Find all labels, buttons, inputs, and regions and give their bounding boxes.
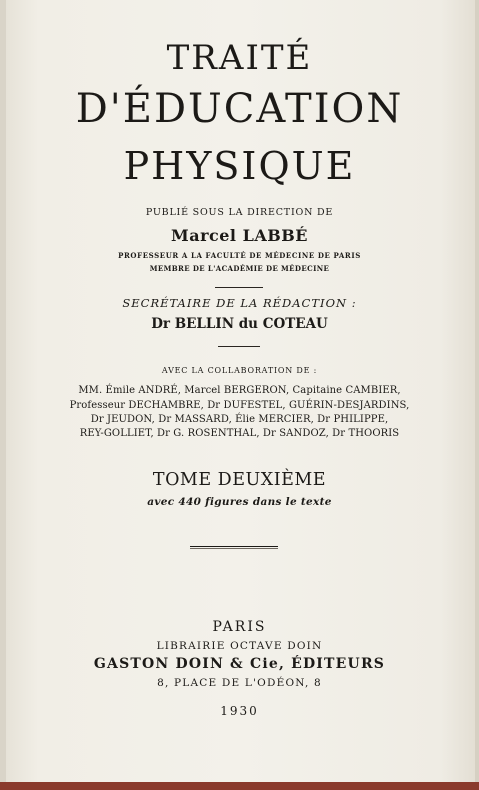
publisher-address: 8, PLACE DE L'ODÉON, 8 [157, 677, 322, 689]
director-professorship: PROFESSEUR A LA FACULTÉ DE MÉDECINE DE PARIS [118, 251, 361, 260]
divider-rule [215, 287, 263, 288]
ornamental-rule-thin [190, 548, 278, 549]
director-membership: MEMBRE DE L'ACADÉMIE DE MÉDECINE [149, 264, 330, 273]
publication-year: 1930 [220, 704, 259, 718]
secretary-label: SECRÉTAIRE DE LA RÉDACTION : [122, 296, 357, 310]
collaborator-line: Professeur DECHAMBRE, Dr DUFESTEL, GUÉRIN-DESJARDINS, [69, 400, 410, 411]
cover-edge-strip [0, 782, 479, 790]
title-line-2: D'ÉDUCATION [75, 86, 404, 132]
figures-note: avec 440 figures dans le texte [147, 496, 332, 508]
divider-rule [218, 346, 260, 347]
publisher-city: PARIS [212, 619, 267, 635]
publisher-editors: GASTON DOIN & Cie, ÉDITEURS [93, 656, 386, 672]
director-name: Marcel LABBÉ [171, 226, 308, 245]
collaborator-line: MM. Émile ANDRÉ, Marcel BERGERON, Capitaine CAMBIER, [78, 385, 401, 396]
publisher-library: LIBRAIRIE OCTAVE DOIN [156, 640, 323, 652]
published-under-label: PUBLIÉ SOUS LA DIRECTION DE [145, 207, 334, 218]
collaborator-line: REY-GOLLIET, Dr G. ROSENTHAL, Dr SANDOZ, Dr THOORIS [79, 428, 400, 439]
collaborator-line: Dr JEUDON, Dr MASSARD, Élie MERCIER, Dr PHILIPPE, [90, 414, 389, 425]
title-line-1: TRAITÉ [166, 38, 313, 78]
volume-title: TOME DEUXIÈME [152, 470, 327, 490]
secretary-name: Dr BELLIN du COTEAU [151, 316, 328, 332]
title-line-3: PHYSIQUE [123, 144, 356, 188]
collaboration-label: AVEC LA COLLABORATION DE : [161, 366, 318, 375]
ornamental-rule [190, 546, 278, 547]
